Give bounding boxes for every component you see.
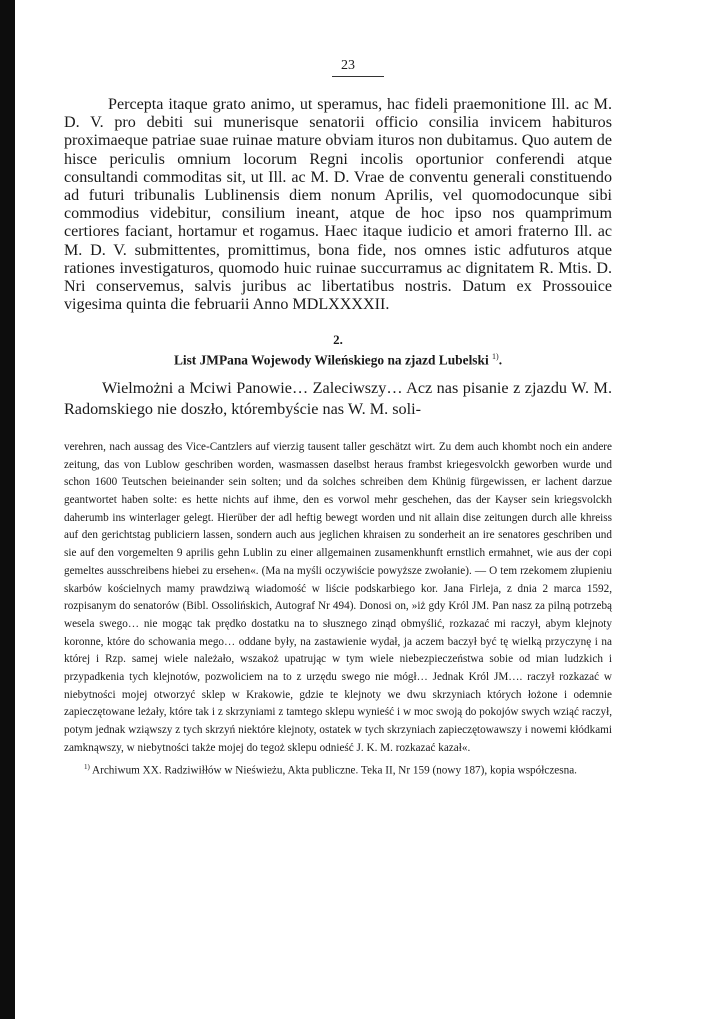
document-page [64,58,612,780]
footnote-reference [64,759,612,780]
latin-paragraph: Percepta itaque grato animo, ut speramus, hac fideli praemonitione Ill. ac M. D. V. pro debiti sui munerisque senatorii officio consilia invicem habituros proximaeque patriae suae ruinae mature obviam ituros non dubitamus. Quo autem de hisce periculis omnium locorum Regni incolis oportunior conferendi atque consultandi commoditas sit, ut Ill. ac M. D. Vrae de conventu generali constituendo ad futuri tribunalis Lublinensis diem nonum Aprilis, vel quomodocunque sibi commodius videbitur, consilium ineant, atque de hoc ipso nos quamprimum certiores faciant, hortamur et rogamus. Haec itaque iudicio et amori fraterno Ill. ac M. D. V. submittentes, promittimus, bona fide, nos omnes istic adfuturos atque rationes investigaturos, quomodo huic ruinae succurramus ac dignitatem R. Mtis. D. Nri conservemus, salvis juribus ac libertatibus nostris. Datum ex Prossouice vigesima quinta die februarii Anno MDLXXXXII. [64,96,612,314]
section-title: List JMPana Wojewody Wileńskiego na zjazd Lubelski $^{1)}$. [173,352,503,368]
footnote-block [64,439,612,780]
section-number: 2. [333,332,343,348]
footnote-ref-mark: 1) [84,762,90,771]
section-title-text: List JMPana Wojewody Wileńskiego na zjazd Lubelski [173,352,489,368]
letter-opening: Wielmożni a Mciwi Panowie… Zaleciwszy… Acz nas pisanie z zjazdu W. M. Radomskiego nie doszło, którembyście nas W. M. soli- [64,378,612,418]
footnote-text: verehren, nach aussag des Vice-Cantzlers auf vierzig tausent taller geschätzt wirt. Zu dem auch khombt noch ein andere zeitung, das von Lublow geschriben worden, wasmassen daselbst heraus frambst kriegesvolckh geworben wurde und schon 1600 Teutschen beieinander sein solten; und da solches schreiben dem Khünig fürgewissen, er lachent darzue geantwortet haben solte: es hette nichts auf ihme, den es vorwol mehr geschehen, das der Kayser sein kriegsvolckh daherumb ins winterlager gelegt. Hierüber der adl heftig bewegt worden und nit allain dise zeitungen durch alle khreiss auf den gerichtstag publiciern lassen, sondern auch aus jeglichen khraisen zu sonderheit an ire senatores geschriben und sie auf den vorgemelten 9 aprilis gehn Lublin zu einer allgemainen zusamenkhunft ernstlich ermahnet, wie aus der copi gemeltes ausschreibens hiebei zu ersehen«. (Ma na myśli oczywiście powyższe zwołanie). — O tem rzekomem złupieniu skarbów kościelnych mamy prawdziwą wiadomość w liście podskarbiego kor. Jana Firleja, z dnia 2 marca 1592, rozpisanym do senatorów (Bibl. Ossolińskich, Autograf Nr 494). Donosi on, »iż gdy Król JM. Pan nasz za pilną potrzebą wesela swego… nie mogąc tak prędko dostatku na to słusznego zinąd obmyślić, rozkazać mi raczył, abym klejnoty koronne, które do schowania mego… oddane były, na zastawienie wydał, ja aczem baczył być tę wielką przyczynę i na której i Rzp. samej wiele należało, wszakoż upatrując w tym wiele niebezpieczeństwa sobie od mian ludzkich i przypadkenia tych klejnotów, pozwoliciem na to z urzędu swego nie mógł… Jednak Król JM…. raczył rozkazać w niebytności mojej otworzyć sklep w Krakowie, gdzie te klejnoty we dwu skrzyniach których łożone i odemnie zapieczętowane leżały, które tak i z skrzyniami z tamtego sklepu wynieść i w moc swoją do pokojów swych wziąć raczył, potym jednak wziąwszy z tych skrzyń niektóre klejnoty, ostatek w tych skrzyniach zapieczętowawszy i nowemi kłódkami zamknąwszy, w niebytności także mojej do tegoż sklepu odnieść J. K. M. rozkazać kazał«. [64,440,612,754]
page-number-rule [332,76,384,77]
footnote-mark: 1) [492,352,499,362]
page-number: 23 [341,58,355,73]
scan-binding-edge [0,0,15,1019]
footnote-ref-text: Archiwum XX. Radziwiłłów w Nieświeżu, Akta publiczne. Teka II, Nr 159 (nowy 187), kopia współczesna. [92,764,577,777]
